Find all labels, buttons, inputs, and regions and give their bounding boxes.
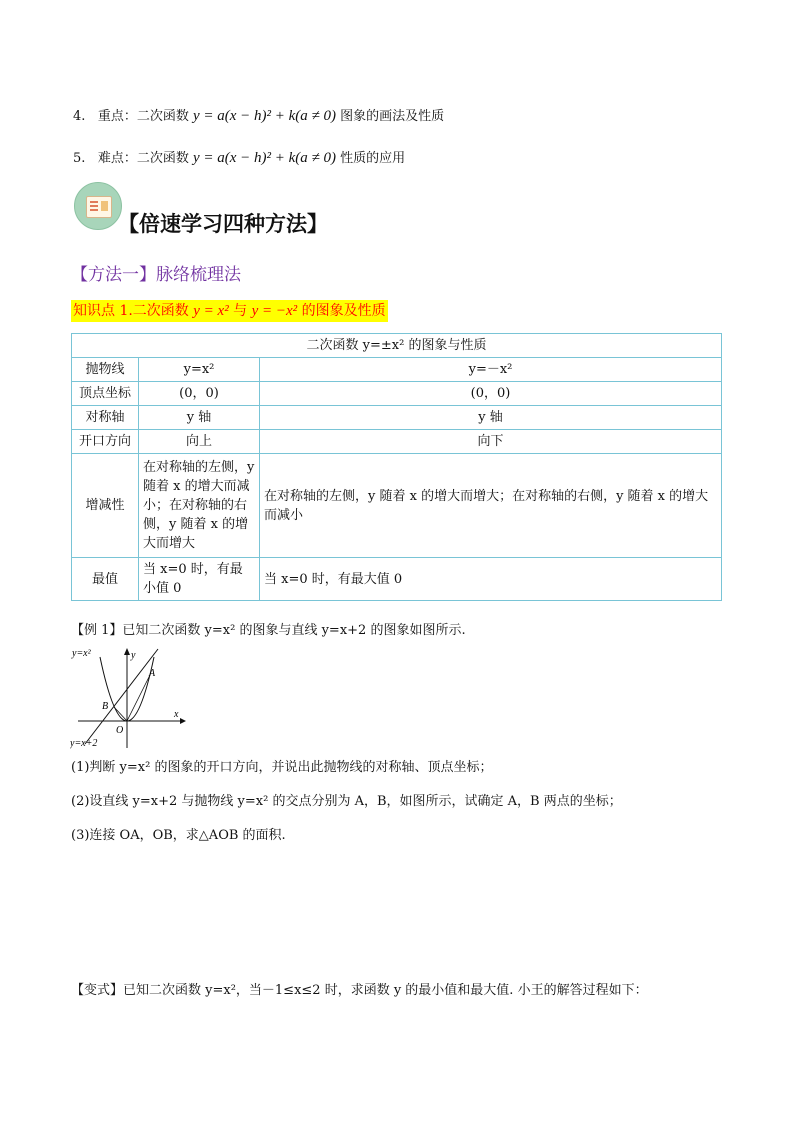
cell-negative: 向下: [260, 430, 722, 454]
table-row: [72, 430, 722, 454]
question-1: (1)判断 y=x² 的图象的开口方向，并说出此抛物线的对称轴、顶点坐标；: [71, 760, 493, 775]
cell-negative: (0，0): [260, 382, 722, 406]
origin-label: O: [116, 725, 124, 736]
focus-item-label: 难点：二次函数: [97, 151, 189, 166]
question-2: (2)设直线 y=x+2 与抛物线 y=x² 的交点分别为 A，B，如图所示，试确定 A，B 两点的坐标；: [71, 794, 622, 809]
section-heading: 【倍速学习四种方法】: [118, 211, 328, 236]
method-heading: 【方法一】脉络梳理法: [71, 265, 241, 285]
example-intro: 【例 1】已知二次函数 y=x² 的图象与直线 y=x+2 的图象如图所示.: [71, 623, 466, 638]
paper-icon: [86, 196, 112, 218]
table-row: [72, 454, 722, 558]
table-row: [72, 382, 722, 406]
focus-item-number: 4.: [73, 109, 86, 124]
x-axis-label: x: [174, 709, 179, 720]
cell-positive: 当 x=0 时，有最小值 0: [139, 558, 260, 601]
parabola-label: y=x²: [72, 648, 91, 659]
table-title-row: [72, 334, 722, 358]
y-axis-label: y: [131, 650, 136, 661]
table-row: [72, 358, 722, 382]
cell-negative: y=－x²: [260, 358, 722, 382]
segment-ob: [114, 707, 127, 721]
point-a-label: A: [149, 668, 156, 679]
focus-item-suffix: 图象的画法及性质: [340, 109, 445, 124]
row-label: 最值: [72, 558, 139, 601]
row-label: 顶点坐标: [72, 382, 139, 406]
table-row: [72, 558, 722, 601]
example-figure: [70, 645, 190, 750]
table-row: [72, 406, 722, 430]
cell-positive: 向上: [139, 430, 260, 454]
cell-negative: 当 x=0 时，有最大值 0: [260, 558, 722, 601]
focus-item-label: 重点：二次函数: [97, 109, 189, 124]
kp-mid: 与: [233, 303, 248, 319]
variant-problem: 【变式】已知二次函数 y=x²，当－1≤x≤2 时，求函数 y 的最小值和最大值. 小王的解答过程如下：: [71, 983, 648, 998]
cell-positive: 在对称轴的左侧，y 随着 x 的增大而减小；在对称轴的右侧，y 随着 x 的增大而增大: [139, 454, 260, 558]
kp-prefix: 知识点 1.二次函数: [73, 303, 189, 319]
row-label: 开口方向: [72, 430, 139, 454]
cell-negative: y 轴: [260, 406, 722, 430]
document-icon: [74, 182, 122, 230]
segment-oa: [127, 673, 151, 721]
formula: y = a(x − h)² + k(a ≠ 0): [192, 150, 337, 166]
x-axis-arrow-icon: [180, 718, 186, 724]
kp-formula-1: y = x²: [193, 303, 229, 319]
properties-table: [71, 333, 722, 601]
cell-positive: y 轴: [139, 406, 260, 430]
cell-negative: 在对称轴的左侧，y 随着 x 的增大而增大；在对称轴的右侧，y 随着 x 的增大而减小: [260, 454, 722, 558]
table-title: 二次函数 y=±x² 的图象与性质: [72, 334, 722, 358]
focus-item-number: 5.: [73, 151, 86, 166]
cell-positive: y=x²: [139, 358, 260, 382]
row-label: 抛物线: [72, 358, 139, 382]
knowledge-point-heading: [71, 300, 388, 322]
focus-item-suffix: 性质的应用: [340, 151, 406, 166]
kp-suffix: 的图象及性质: [301, 303, 386, 319]
row-label: 增减性: [72, 454, 139, 558]
formula: y = a(x − h)² + k(a ≠ 0): [192, 108, 337, 124]
focus-item-5: [73, 148, 405, 169]
point-b-label: B: [102, 701, 109, 712]
row-label: 对称轴: [72, 406, 139, 430]
kp-formula-2: y = −x²: [251, 303, 298, 319]
y-axis-arrow-icon: [124, 648, 130, 655]
line-label: y=x+2: [70, 738, 98, 749]
question-3: (3)连接 OA，OB，求△AOB 的面积.: [71, 828, 286, 843]
focus-item-4: [73, 106, 444, 127]
cell-positive: (0，0): [139, 382, 260, 406]
